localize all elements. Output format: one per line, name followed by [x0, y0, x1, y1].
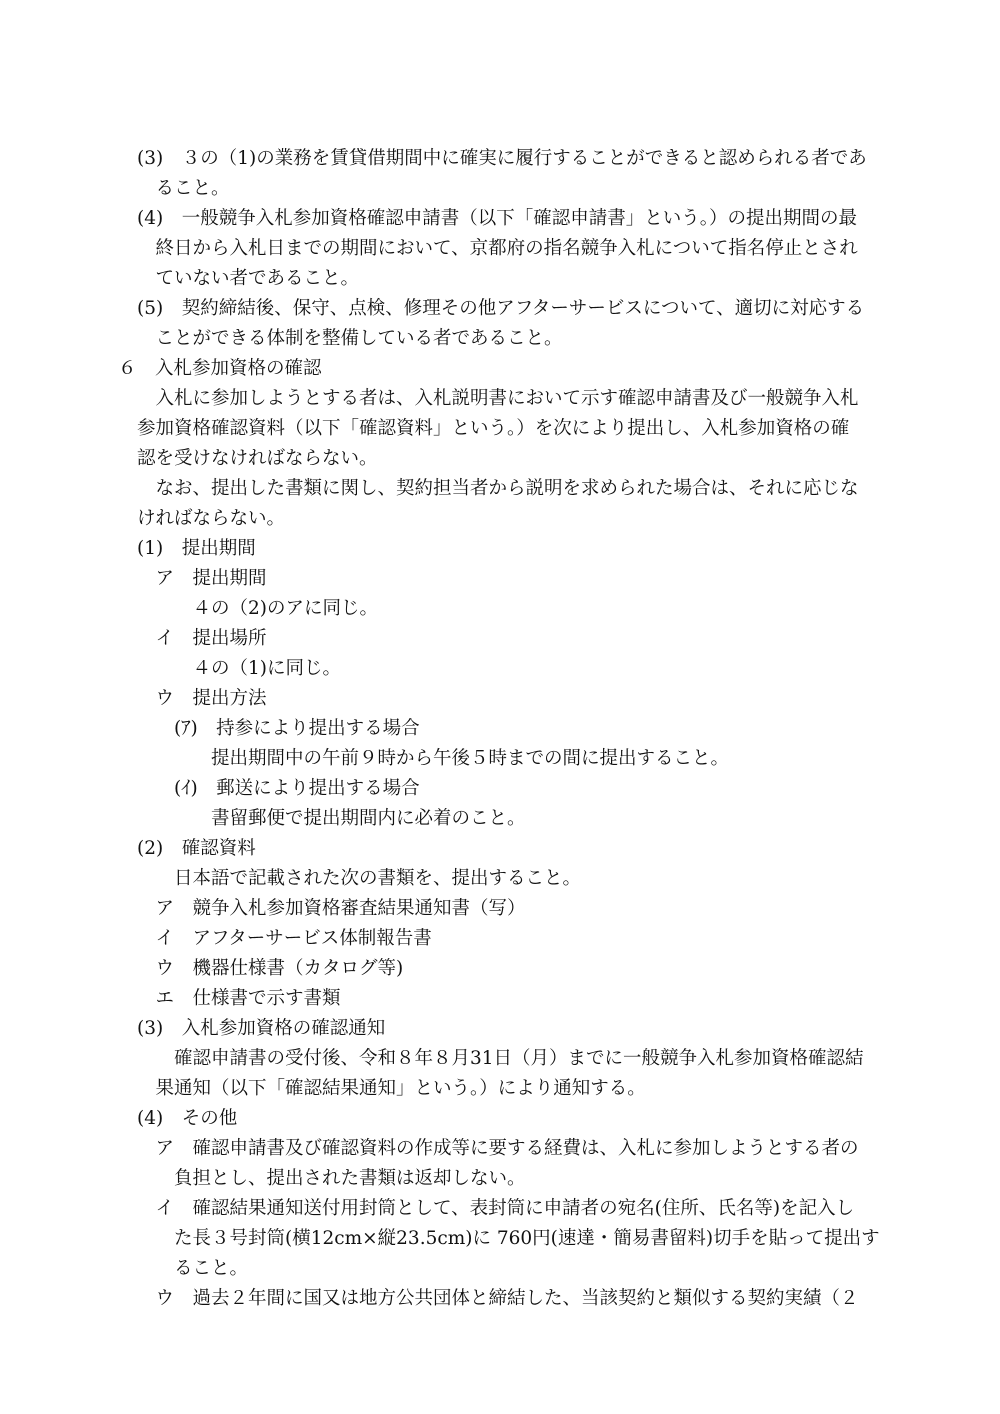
- text-line: ４の（2)のアに同じ。: [137, 598, 378, 619]
- text-line: (3) ３の（1)の業務を賃貸借期間中に確実に履行することができると認められる者であ: [137, 148, 867, 169]
- text-line: エ 仕様書で示す書類: [137, 988, 341, 1009]
- text-line: (ｱ) 持参により提出する場合: [137, 718, 420, 739]
- text-line: (4) 一般競争入札参加資格確認申請書（以下「確認申請書」という。）の提出期間の最: [137, 208, 857, 229]
- text-line: ければならない。: [137, 508, 286, 529]
- text-line: 確認申請書の受付後、令和８年８月31日（月）までに一般競争入札参加資格確認結: [137, 1048, 864, 1069]
- text-line: イ アフターサービス体制報告書: [137, 928, 432, 949]
- text-line: なお、提出した書類に関し、契約担当者から説明を求められた場合は、それに応じな: [137, 478, 859, 499]
- text-line: ことができる体制を整備している者であること。: [137, 328, 563, 349]
- section-heading: ６ 入札参加資格の確認: [118, 358, 322, 379]
- text-line: ４の（1)に同じ。: [137, 658, 341, 679]
- text-line: ア 競争入札参加資格審査結果通知書（写）: [137, 898, 526, 919]
- subsection-heading: (4) その他: [137, 1108, 238, 1129]
- text-line: ウ 機器仕様書（カタログ等): [137, 958, 404, 979]
- text-line: ウ 提出方法: [137, 688, 267, 709]
- text-line: ていない者であること。: [137, 268, 360, 289]
- text-line: (ｲ) 郵送により提出する場合: [137, 778, 420, 799]
- text-line: 書留郵便で提出期間内に必着のこと。: [137, 808, 526, 829]
- text-line: 果通知（以下「確認結果通知」という。）により通知する。: [137, 1078, 646, 1099]
- text-line: イ 提出場所: [137, 628, 267, 649]
- text-line: (5) 契約締結後、保守、点検、修理その他アフターサービスについて、適切に対応する: [137, 298, 865, 319]
- text-line: 日本語で記載された次の書類を、提出すること。: [137, 868, 582, 889]
- text-line: た長３号封筒(横12cm×縦23.5cm)に 760円(速達・簡易書留料)切手を貼って提出す: [137, 1228, 880, 1249]
- subsection-heading: (2) 確認資料: [137, 838, 256, 859]
- text-line: ること。: [137, 1258, 249, 1279]
- text-line: 終日から入札日までの期間において、京都府の指名競争入札について指名停止とされ: [137, 238, 858, 259]
- text-line: イ 確認結果通知送付用封筒として、表封筒に申請者の宛名(住所、氏名等)を記入し: [137, 1198, 855, 1219]
- text-line: ア 提出期間: [137, 568, 267, 589]
- text-line: 入札に参加しようとする者は、入札説明書において示す確認申請書及び一般競争入札: [137, 388, 859, 409]
- text-line: ア 確認申請書及び確認資料の作成等に要する経費は、入札に参加しようとする者の: [137, 1138, 859, 1159]
- text-line: ること。: [137, 178, 230, 199]
- text-line: 認を受けなければならない。: [137, 448, 378, 469]
- text-line: 提出期間中の午前９時から午後５時までの間に提出すること。: [137, 748, 730, 769]
- text-line: ウ 過去２年間に国又は地方公共団体と締結した、当該契約と類似する契約実績（２: [137, 1288, 859, 1309]
- text-line: 参加資格確認資料（以下「確認資料」という。）を次により提出し、入札参加資格の確: [137, 418, 850, 439]
- text-line: 負担とし、提出された書類は返却しない。: [137, 1168, 526, 1189]
- subsection-heading: (1) 提出期間: [137, 538, 256, 559]
- subsection-heading: (3) 入札参加資格の確認通知: [137, 1018, 386, 1039]
